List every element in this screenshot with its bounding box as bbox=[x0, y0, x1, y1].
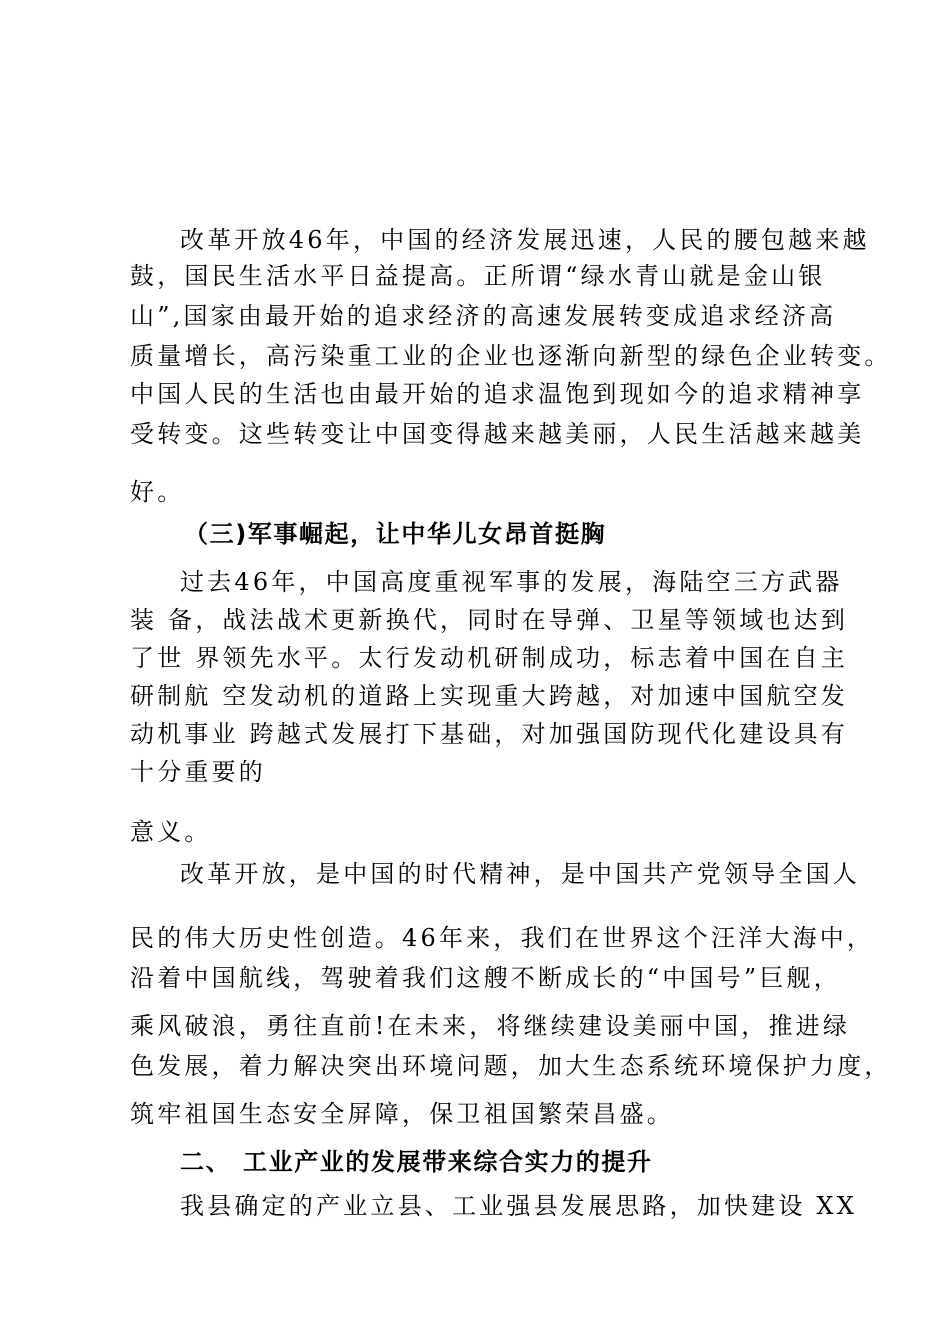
body-text-line: 筑牢祖国生态安全屏障，保卫祖国繁荣昌盛。 bbox=[130, 1100, 674, 1128]
body-text-line: 乘风破浪，勇往直前!在未来，将继续建设美丽中国，推进绿 bbox=[130, 1012, 851, 1040]
body-text-line: 鼓，国民生活水平日益提高。正所谓“绿水青山就是金山银 bbox=[130, 262, 826, 290]
body-text-line: 质量增长，高污染重工业的企业也逐渐向新型的绿色企业转变。 bbox=[130, 342, 892, 370]
body-text-line: 好。 bbox=[130, 478, 185, 506]
body-text-line: 意义。 bbox=[130, 818, 212, 846]
body-text-line: 改革开放46年，中国的经济发展迅速，人民的腰包越来越 bbox=[180, 226, 870, 254]
body-text-line: 装 备，战法战术更新换代，同时在导弹、卫星等领域也达到 bbox=[130, 606, 849, 634]
body-text-line: 过去46年，中国高度重视军事的发展，海陆空三方武器 bbox=[180, 568, 843, 596]
body-text-line: 动机事业 跨越式发展打下基础，对加强国防现代化建设具有 bbox=[130, 720, 849, 748]
body-text-line: 我县确定的产业立县、工业强县发展思路，加快建设 XX bbox=[180, 1192, 857, 1220]
body-text-line: 沿着中国航线，驾驶着我们这艘不断成长的“中国号”巨舰， bbox=[130, 964, 841, 992]
body-text-line: 了世 界领先水平。太行发动机研制成功，标志着中国在自主 bbox=[130, 644, 849, 672]
subsection-heading: （三)军事崛起，让中华儿女昂首挺胸 bbox=[184, 520, 607, 548]
body-text-line: 研制航 空发动机的道路上实现重大跨越，对加速中国航空发 bbox=[130, 682, 849, 710]
section-number: 二、 bbox=[180, 1148, 232, 1176]
body-text-line: 民的伟大历史性创造。46年来，我们在世界这个汪洋大海中， bbox=[130, 924, 875, 952]
body-text-line: 受转变。这些转变让中国变得越来越美丽，人民生活越来越美 bbox=[130, 420, 865, 448]
body-text-line: 中国人民的生活也由最开始的追求温饱到现如今的追求精神享 bbox=[130, 380, 865, 408]
section-heading: 工业产业的发展带来综合实力的提升 bbox=[243, 1148, 653, 1176]
body-text-line: 色发展，着力解决突出环境问题，加大生态系统环境保护力度， bbox=[130, 1052, 892, 1080]
body-text-line: 山”,国家由最开始的追求经济的高速发展转变成追求经济高 bbox=[130, 302, 837, 330]
body-text-line: 十分重要的 bbox=[130, 758, 266, 786]
body-text-line: 改革开放，是中国的时代精神，是中国共产党领导全国人 bbox=[180, 860, 860, 888]
